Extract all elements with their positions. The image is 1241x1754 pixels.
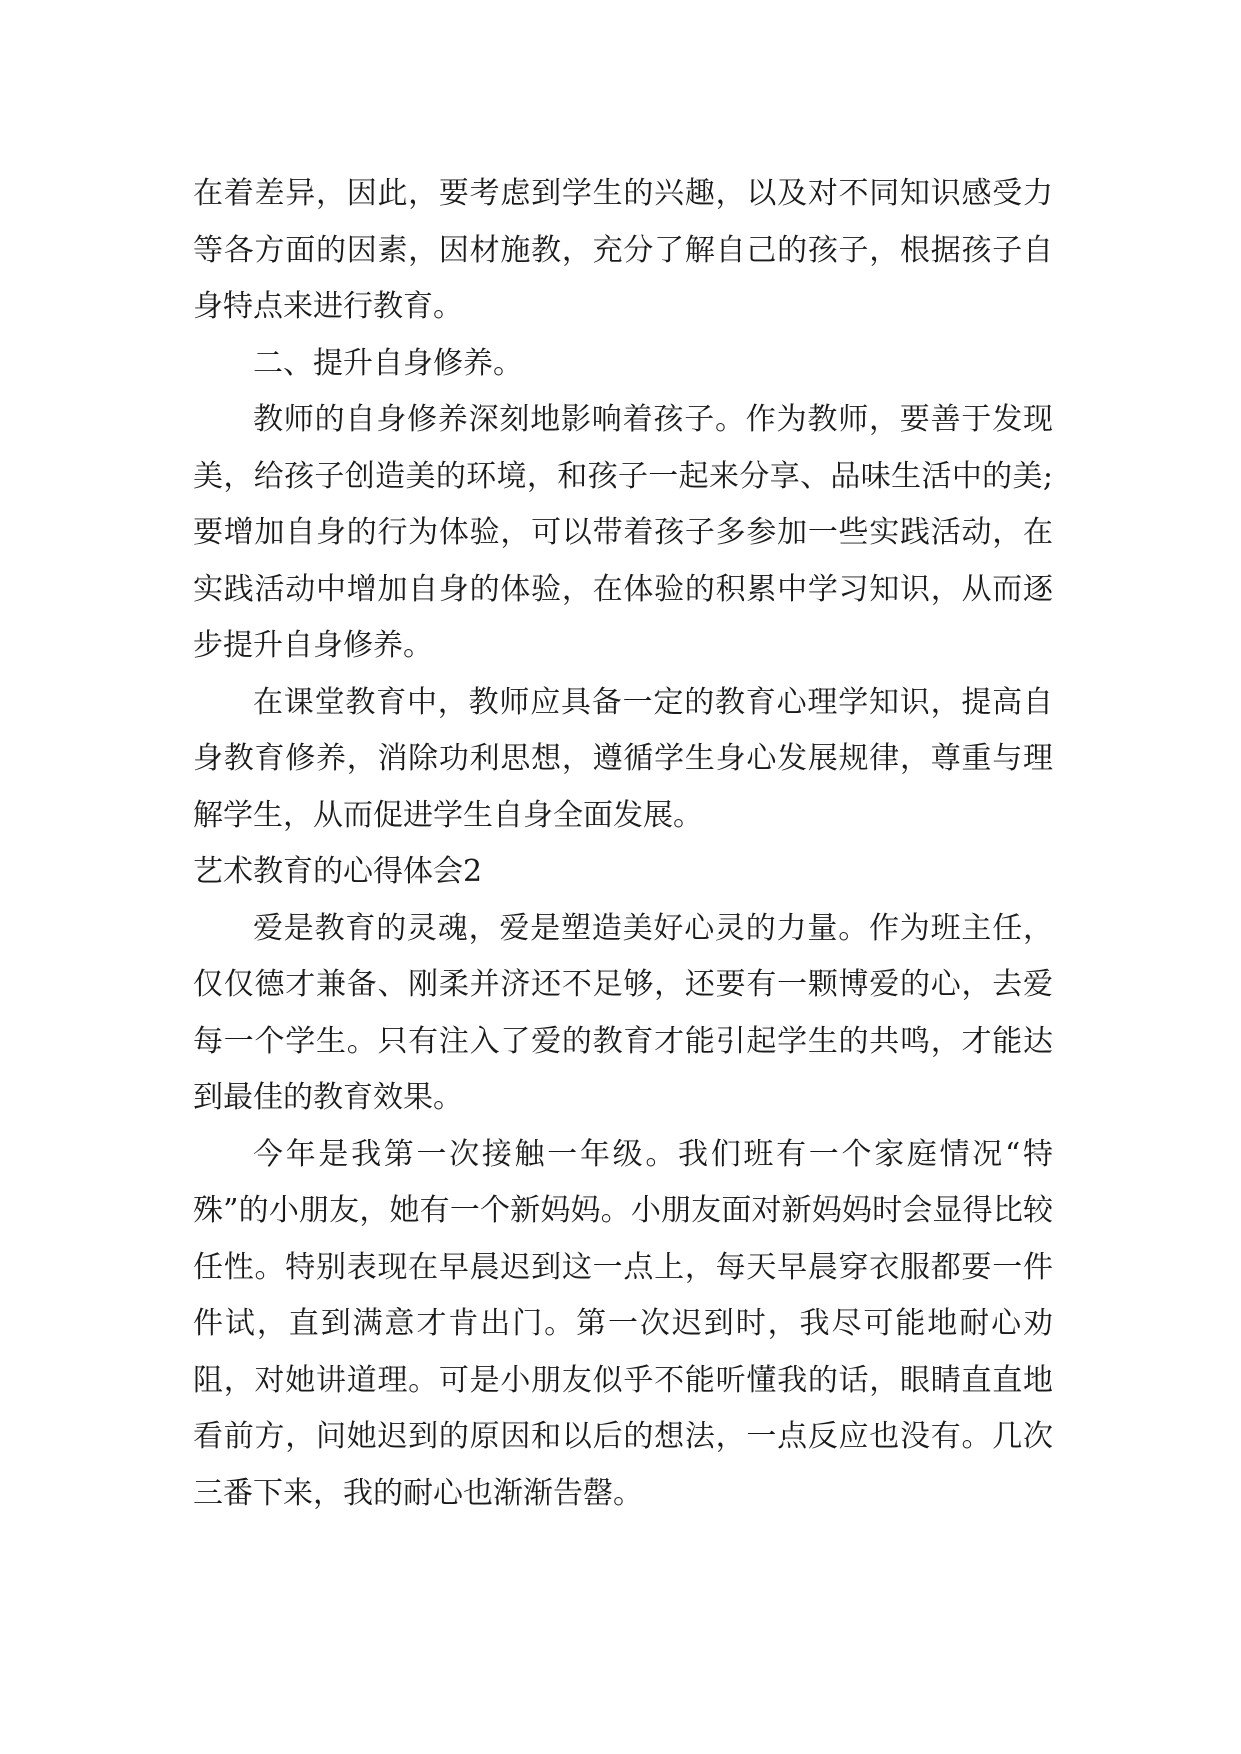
paragraph-continued: 在着差异，因此，要考虑到学生的兴趣，以及对不同知识感受力等各方面的因素，因材施教，充分了解自己的孩子，根据孩子自身特点来进行教育。 (193, 176, 1053, 324)
paragraph-teacher-cultivation: 教师的自身修养深刻地影响着孩子。作为教师，要善于发现美，给孩子创造美的环境，和孩子一起来分享、品味生活中的美;要增加自身的行为体验，可以带着孩子多参加一些实践活动，在实践活动中增加自身的体验，在体验的积累中学习知识，从而逐步提升自身修养。 (193, 402, 1053, 663)
paragraph-first-grade-story: 今年是我第一次接触一年级。我们班有一个家庭情况“特殊”的小朋友，她有一个新妈妈。小朋友面对新妈妈时会显得比较任性。特别表现在早晨迟到这一点上，每天早晨穿衣服都要一件件试，直到满意才肯出门。第一次迟到时，我尽可能地耐心劝阻，对她讲道理。可是小朋友似乎不能听懂我的话，眼睛直直地看前方，问她迟到的原因和以后的想法，一点反应也没有。几次三番下来，我的耐心也渐渐告罄。 (193, 1136, 1053, 1511)
document-page (193, 166, 1053, 1522)
paragraph-love-education: 爱是教育的灵魂，爱是塑造美好心灵的力量。作为班主任，仅仅德才兼备、刚柔并济还不足够，还要有一颗博爱的心，去爱每一个学生。只有注入了爱的教育才能引起学生的共鸣，才能达到最佳的教育效果。 (193, 910, 1053, 1115)
article-title: 艺术教育的心得体会2 (193, 854, 483, 889)
section-heading-two: 二、提升自身修养。 (253, 345, 523, 381)
paragraph-classroom-education: 在课堂教育中，教师应具备一定的教育心理学知识，提高自身教育修养，消除功利思想，遵循学生身心发展规律，尊重与理解学生，从而促进学生自身全面发展。 (193, 684, 1053, 833)
